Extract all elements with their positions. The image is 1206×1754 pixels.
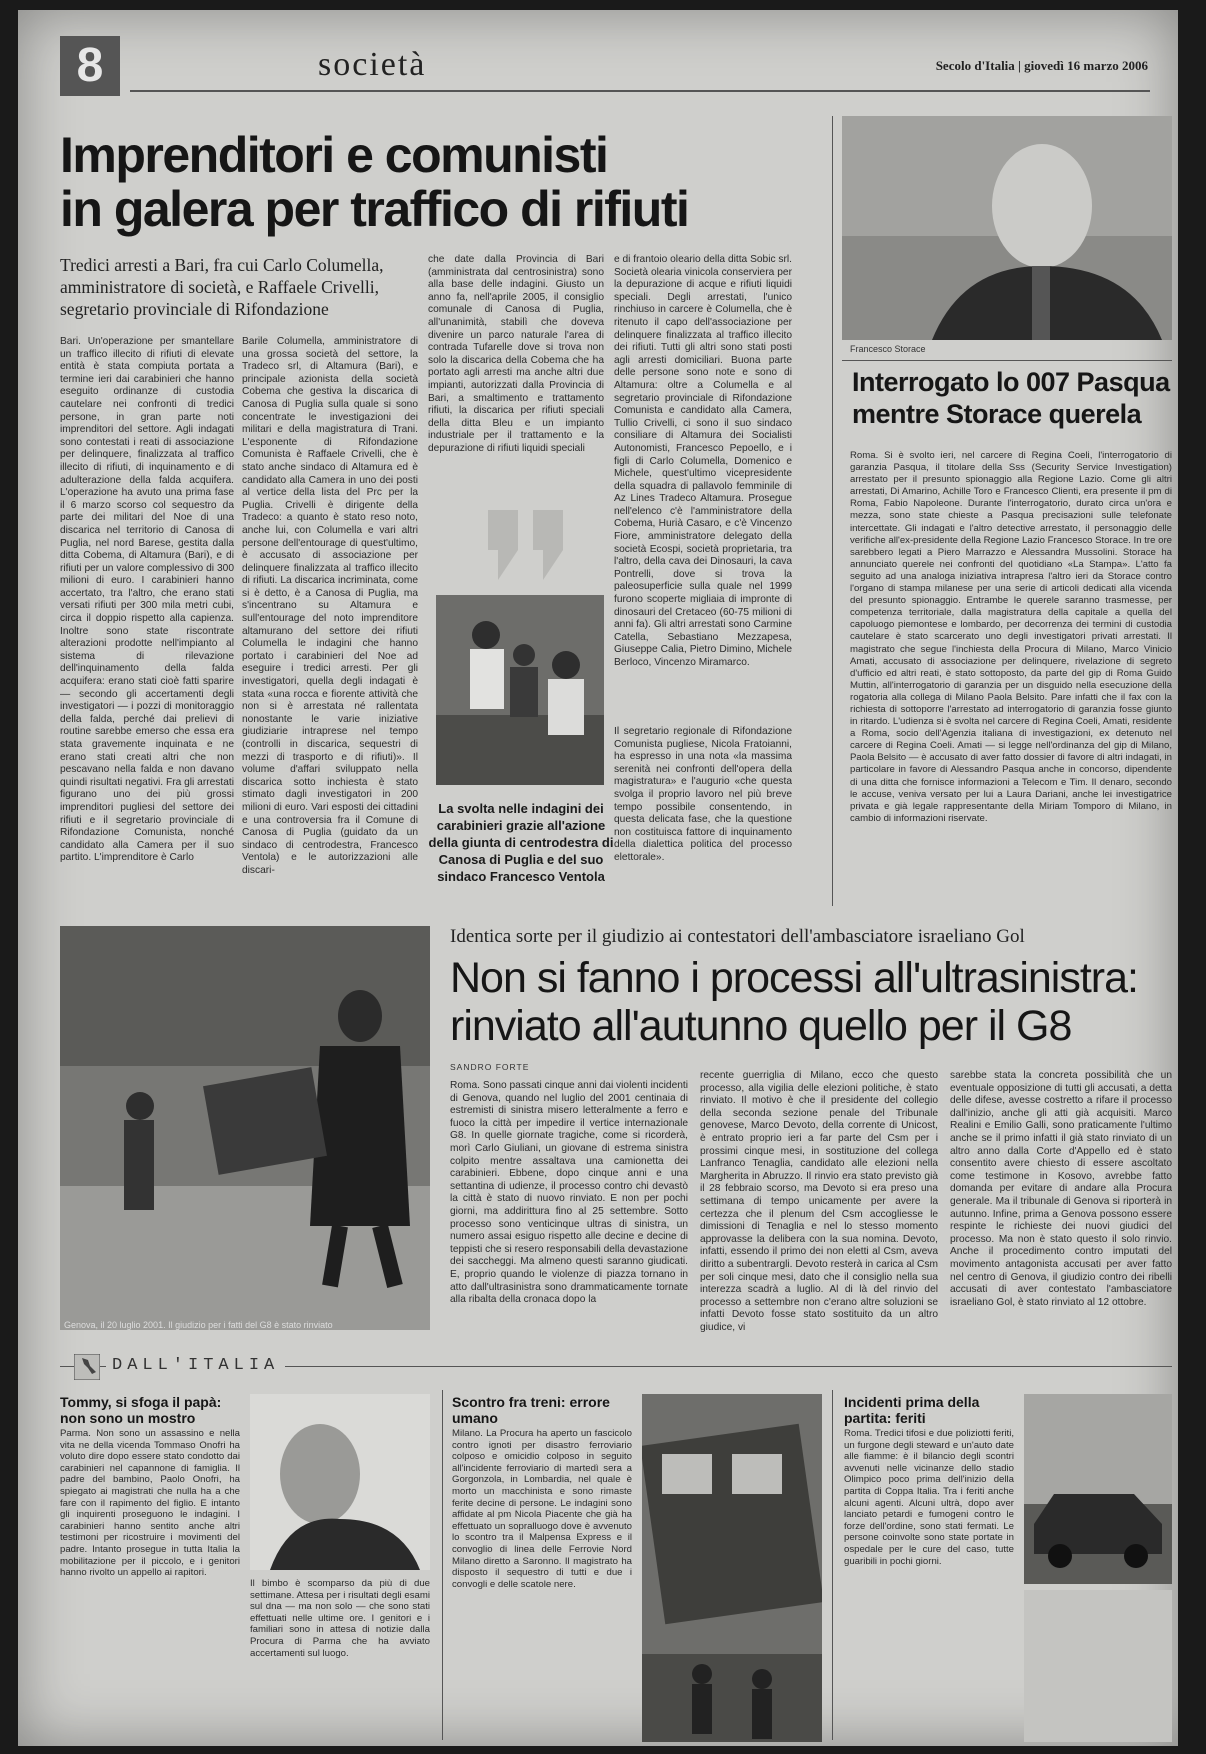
brief-divider-2 [832,1390,833,1740]
g8-headline-line1: Non si fanno i processi all'ultrasinistra: [450,954,1138,1002]
brief-3-photo [1024,1394,1172,1584]
brief-1-title: Tommy, si sfoga il papà: non sono un mostro [60,1394,222,1426]
storace-body: Roma. Si è svolto ieri, nel carcere di Regina Coeli, l'interrogatorio di garanzia Pasqua, il titolare della Sss (Security Service Investigation) arrestato per il presunto spionaggio alla Regione Lazio. Come gli altri arrestati, Di Amarino, Achille Toro e Francesco Clienti, era presente il pm di Roma, Fabio Napoleone. Durante l'interrogatorio, durato circa un'ora e mezza, sono state chieste a Pasqua precisazioni sulle telefonate intercettate. Gli indagati e l'altro detective arrestato, il personaggio delle verifiche all'ex-presidente della Regione Lazio Francesco Storace. In tre ore sarebbero legati a Piero Marrazzo e Alessandra Mussolini. Storace ha annunciato querele nei confronti del quotidiano «La Stampa». L'atto fa seguito ad una analoga iniziativa intrapresa l'altro ieri da Storace contro l'organo di stampa milanese per una serie di articoli dedicati alla vicenda del presunto spionaggio. Entrambe le querele saranno trasmesse, per competenza territoriale, dalla magistratura della capitale a quella del capoluogo piemontese e lombardo, per decorrenza dei termini di custodia cautelare è stato scarcerato uno degli investigatori privati arrestati. Il magistrato che segue l'inchiesta della Procura di Milano, Marco Vinicio Amati, accusato di associazione per delinquere, rivelazione di segreto d'ufficio ed altri reati, è stato sottoposto, da parte del gip di Roma Guido Muttin, all'interrogatorio di garanzia per un disguido nella esecuzione della rogatoria alla collega di Milano Paola Belsito. Pare infatti che il fax con la richiesta di sottoporre l'arrestato ad interrogatorio di garanzia fosse giunto in ritardo. L'udienza si è svolta nel carcere di Regina Coeli, Amati, residente a Roma, socio dell'Agenzia italiana di investigazioni, ex detenuto nel carcere di Regina Coeli. Amati — si legge nell'ordinanza del gip di Milano, Paola Belsito — è accusato di aver fatto dossier di favore di altri indagati, in particolare in favore di Alessandro Pasqua anche in concorso, dipendente di una ditta che fornisce informazioni a Telecom e Tim. Il denaro, secondo le accuse, veniva versato per lui a Laura Dariani, anche lei investigatrice privata e già legale rappresentante della Miriam Tomporo di Milano, in cambio di informazioni riservate. [850,450,1172,824]
brief-3-overflow [1024,1590,1172,1742]
storace-headline-line2: mentre Storace querela [852,399,1142,429]
father-portrait-image [250,1394,430,1570]
masthead-date: Secolo d'Italia | giovedì 16 marzo 2006 [935,58,1148,73]
header-rule [130,90,1150,92]
lead-headline-line1: Imprenditori e comunisti [60,127,608,183]
lead-column-4b: Il segretario regionale di Rifondazione Comunista pugliese, Nicola Fratoianni, ha espresso in una nota «la massima serenità nei confronti dell'opera della magistratura» e l'augurio «che questa svolga il proprio lavoro nel più breve tempo possibile consentendo, in questa delicata fase, che la questione non costituisca fattore di inquinamento della dialettica politica del processo elettorale». [614,726,792,863]
italy-map-icon [74,1354,100,1380]
lead-photo-caption: La svolta nelle indagini dei carabinieri grazie all'azione della giunta di centrodestra di Canosa di Puglia e del suo sindaco Francesco Ventola [428,801,614,884]
brief-2-photo [642,1394,822,1742]
carabinieri-photo-image [436,595,604,785]
quote-graphic [488,510,568,580]
lead-column-4: e di frantoio oleario della ditta Sobic srl. Società olearia vinicola conserviera per la depurazione di acque e rifiuti liquidi speciali. Degli arrestati, l'unico rinchiuso in carcere è Columella, che è ritenuto il capo dell'associazione per delinquere finalizzata al traffico illecito dei rifiuti. Tutti gli altri sono stati posti agli arresti domiciliari. Buona parte delle persone sono note e sono di Altamura: oltre a Columella e al segretario provinciale di Rifondazione Comunista e candidato alla Camera, Tullio Crivelli, ci sono il suo sindaco consiliare di Altamura dei Socialisti Autonomisti, Francesco Pepoello, e i figli di Carlo Columella, Domenico e Michele, quest'ultimo vicepresidente della squadra di pallavolo femminile di Az Lines Tradeco Altamura. Prosegue nell'elenco c'è l'amministratore della Cobema, Hurià Casaro, e c'è Vincenzo Fiore, amministratore delegato della società Ecospi, società proprietaria, tra l'altro, della cava dei Dinosauri, la cava Pontrelli, dove si trova la paleosuperficie sulla quale nel 1999 furono scoperte migliaia di impronte di dinosauri del Cretaceo (60-75 milioni di anni fa). Gli altri arrestati sono Carmine Catella, Sebastiano Mezzapesa, Giuseppe Calia, Pietro Dimino, Michele Berloco, Vincenzo Miramarco. [614,254,792,668]
storace-photo [842,116,1172,340]
brief-divider-1 [442,1390,443,1740]
lead-photo [436,595,604,785]
brief-2-body: Milano. La Procura ha aperto un fascicolo contro ignoti per disastro ferroviario colposo e omicidio colposo in seguito all'incidente ferroviario di martedì sera a Gorgonzola, in Lombardia, nel quale è morto un macchinista e sono rimaste ferite decine di persone. Le indagini sono affidate al pm Nicola Piacente che già ha effettuato un sopralluogo dove è avvenuto lo scontro tra il Malpensa Express e il convoglio di linea delle Ferrovie Nord Milano diretto a Saronno. Il magistrato ha disposto il sequestro di tutti e due i convogli e delle scatole nere. [452,1428,632,1590]
lead-column-3: che date dalla Provincia di Bari (amministrata dal centrosinistra) sono alla base delle indagini. Giusto un anno fa, nell'aprile 2005, il consiglio comunale di Canosa di Puglia, all'unanimità, stabilì che doveva divenire un parco naturale l'area di contrada Tufarelle dove si trova non solo la discarica della Cobema che ha portato agli arresti ma anche altri due impianti, autorizzati dalla Provincia di Bari, a smaltimento e trattamento rifiuti, la discarica per rifiuti speciali della ditta Bleu e un impianto industriale per il trattamento e la depurazione di rifiuti liquidi speciali [428,254,604,454]
brief-1-body: Parma. Non sono un assassino e nella vita ne della vicenda Tommaso Onofri ha voluto dire dopo essere stato condotto dai carabinieri nel capannone di famiglia. Il padre del bambino, Paolo Onofri, ha spiegato ai magistrati che nulla ha a che fare con il rapimento del figlio. E intanto gli inquirenti proseguono le indagini. I carabinieri hanno sentito anche altri testimoni per ricostruire i movimenti del padre. Intanto prosegue in tutta Italia la mobilitazione per il piccolo, e i genitori hanno rivolto un appello ai rapitori. [60,1428,240,1579]
quote-marks-icon [488,510,568,580]
g8-headline-line2: rinviato all'autunno quello per il G8 [450,1002,1072,1050]
lead-column-2: Barile Columella, amministratore di una grossa società del settore, la Tradeco srl, di Altamura (Bari), e principale azionista della società Cobema che gestiva la discarica di Canosa di Puglia sulla quale si sono concentrate le investigazioni dei militari e della magistratura di Trani. L'esponente di Rifondazione Comunista è Raffaele Crivelli, che è stato anche sindaco di Altamura ed è candidato alla Camera in uno dei posti al vertice della lista del Prc per la Puglia. Crivelli è dirigente della Tradeco: a quanto è stato reso noto, anche lui, con Columella e vari altri persone dell'entourage di quest'ultimo, è accusato di associazione per delinquere finalizzata al traffico illecito di rifiuti. La discarica incriminata, come si è detto, è a Canosa di Puglia, ma s'incentrano su Altamura e sull'entourage del noto imprenditore altamurano del settore dei rifiuti Columella le indagini che hanno portato i carabinieri del Noe ad eseguire i tredici arresti. Per gli investigatori, quella degli indagati è stata «una rocca e fiorente attività che non si è arrestata né rallentata nonostante le varie iniziative giudiziarie intraprese nel tempo (controlli in discarica, sequestri di mezzi di trasporto e di rifiuti)». Il volume d'affari sviluppato nella discarica sotto inchiesta è stato stimato dagli investigatori in 200 milioni di euro. Vari esposti dei cittadini e una controversia fra il Comune di Canosa di Puglia (guidato da un sindaco di centrodestra, Francesco Ventola) e le autorizzazioni alle discari- [242,336,418,876]
g8-kicker: Identica sorte per il giudizio ai contestatori dell'ambasciatore israeliano Gol [450,926,1025,947]
side-column-rule [832,116,833,906]
storace-portrait-image [842,116,1172,340]
section-title: società [318,46,427,83]
brief-2-title: Scontro fra treni: errore umano [452,1394,610,1426]
train-crash-image [642,1394,822,1742]
brief-3-title: Incidenti prima della partita: feriti [844,1394,980,1426]
brief-1-photo [250,1394,430,1570]
g8-photo [60,926,430,1330]
g8-byline: SANDRO FORTE [450,1062,530,1072]
dallitalia-label: DALL'ITALIA [106,1356,285,1375]
lead-headline [60,128,840,236]
storace-rule [842,360,1172,361]
lead-headline-line2: in galera per traffico di rifiuti [60,181,689,237]
g8-column-2: recente guerriglia di Milano, ecco che questo processo, alla vigilia delle elezioni politiche, è stato rinviato. Il motivo è che il presidente del collegio della seconda sezione penale del Tribunale genovese, Marco Devoto, della corrente di Unicost, è entrato proprio ieri a far parte del Csm per i prossimi cinque mesi, in sostituzione del collega Lanfranco Tenaglia, candidato alle elezioni nella Margherita in Abruzzo. Il rinvio era stato previsto già il 28 febbraio scorso, ma Devoto si era preso una settimana di tempo unicamente per avere la certezza che il plenum del Csm accogliesse le dimissioni di Tenaglia e nel lo stesso momento approvasse la delibera con la sua nomina. Devoto, infatti, essendo il primo dei non eletti al Csm, aveva diritto a subentrargli. Devoto resterà in carica al Csm per soli cinque mesi, dato che il consiglio nella sua interezza scadrà a luglio. Al di là del rinvio del processo a settembre non c'erano altre soluzioni se infatti Devoto fosse stato sostituito da un altro giudice, vi [700,1070,938,1333]
g8-riot-image [60,926,430,1330]
g8-headline [450,954,1172,1050]
page-number: 8 [60,36,120,96]
lead-column-1: Bari. Un'operazione per smantellare un traffico illecito di rifiuti di elevate entità è stata compiuta portata a termine ieri dai carabinieri che hanno eseguito ordinanze di custodia cautelare nei confronti di tredici persone, in gran parte noti imprenditori del settore. Agli indagati sono contestati i reati di associazione per delinquere, finalizzata al traffico illecito di rifiuti, di inquinamento e di adulterazione della falda acquifera. L'operazione ha avuto una prima fase il 6 marzo scorso col sequestro da parte dei militari del Noe di una discarica nel territorio di Canosa di Puglia, nel nord Barese, gestita dalla ditta Cobema, di Altamura (Bari), e di rifiuti per un valore complessivo di 300 milioni di euro. I carabinieri hanno accertato, tra l'altro, che erano stati versati rifiuti per 300 mila metri cubi, circa il doppio rispetto alla capienza. Inoltre sono state riscontrate alterazioni prodotte nell'impianto al sistema di rilevazione dell'inquinamento della falda acquifera: erano stati cioè fatti sparire — secondo gli accertamenti degli investigatori — i pozzi di monitoraggio della falda, perché dai prelievi di routine sarebbe emerso che essa era stata gravemente inquinata e ne erano stati creati altri che non pescavano nella falda e non davano quindi risultati negativi. Fra gli arrestati figurano uno dei più grossi imprenditori pugliesi del settore dei rifiuti e il segretario provinciale di Rifondazione Comunista, nonché candidato alla Camera per il suo partito. L'imprenditore è Carlo [60,336,234,864]
g8-column-3: sarebbe stata la concreta possibilità che un eventuale opposizione di tutti gli accusati, a detta delle difese, avesse costretto a rifare il processo dall'inizio, anche gli atti già acquisiti. Marco Realini e Emilio Galli, sono praticamente l'ultimo anche se il primo infatti il già stato rinviato di un altro anno dalla Corte d'Appello ed è stato consentito avere chiesto di essere ascoltato come testimone in Kosovo, avrebbe fatto domanda per evitare di andare alla Procura generale. Ma il tribunale di Genova si riporterà in autunno. Infine, prima a Genova possono essere respinte le richieste dei nuovi giudici del processo. Ma non è stato questo il solo rinvio. Anche il procedimento contro imputati del movimento antagonista accusati per aver fatto nel centro di Genova, il giudizio contro dei ribelli accusati di aver contestato l'ambasciatore israeliano Gol, è stato rinviato al 12 ottobre. [950,1070,1172,1308]
storace-photo-caption: Francesco Storace [850,344,926,354]
brief-1-body-2: Il bimbo è scomparso da più di due settimane. Attesa per i risultati degli esami sul dna — ma non solo — che sono stati effettuati nelle ultime ore. I genitori e i familiari sono in attesa di notizie dalla Procura di Parma che ha avviato accertamenti sul luogo. [250,1578,430,1659]
storace-headline [852,366,1172,430]
burned-car-image [1024,1394,1172,1584]
lead-deck: Tredici arresti a Bari, fra cui Carlo Columella, amministratore di società, e Raffaele Crivelli, segretario provinciale di Rifondazione [60,255,384,319]
brief-3-body: Roma. Tredici tifosi e due poliziotti feriti, un furgone degli steward e un'auto date alle fiamme: è il bilancio degli scontri avvenuti nelle vicinanze dello stadio Olimpico poco prima dell'inizio della partita di Coppa Italia. Tra i feriti anche alcuni agenti. Alcuni ultrà, dopo aver lanciato petardi e fumogeni contro le forze dell'ordine, sono stati fermati. Le persone coinvolte sono state portate in ospedale per le cure del caso, tutte guaribili in pochi giorni. [844,1428,1014,1567]
newspaper-page [18,10,1178,1746]
g8-column-1: Roma. Sono passati cinque anni dai violenti incidenti di Genova, quando nel luglio del 2001 centinaia di estremisti di sinistra misero letteralmente a ferro e fuoco la città per impedire il vertice internazionale G8. In quelle giornate tragiche, come si ricorderà, morì Carlo Giuliani, un giovane di estrema sinistra colpito mentre assaltava una camionetta dei carabinieri. Ebbene, dopo cinque anni e una settantina di udienze, il processo contro chi devastò la città è stato di nuovo rinviato. E non per pochi giorni, ma addirittura fino al 25 settembre. Sotto processo sono venticinque ultras di sinistra, un numero assai esiguo rispetto alle decine e decine di teppisti che si resero responsabili della devastazione dei saccheggi. Ma almeno questi saranno giudicati. E, proprio quando le violenze di piazza tornano in atto dall'ultrasinistra sono drammaticamente tornate alla ribalta della cronaca dopo la [450,1080,688,1306]
g8-photo-caption: Genova, il 20 luglio 2001. Il giudizio per i fatti del G8 è stato rinviato [64,1320,333,1330]
storace-headline-line1: Interrogato lo 007 Pasqua [852,367,1170,397]
